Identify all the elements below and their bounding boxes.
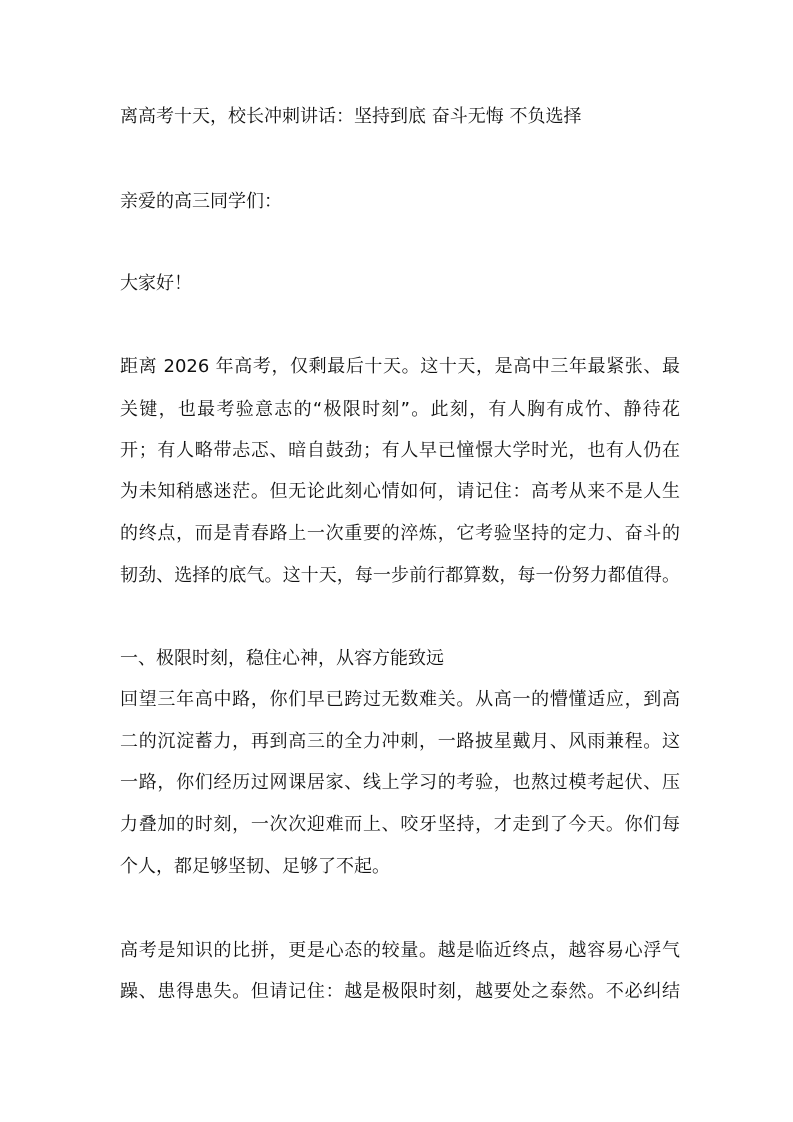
section-heading: 一、极限时刻，稳住心神，从容方能致远: [120, 648, 444, 669]
document-title: 离高考十天，校长冲刺讲话：坚持到底 奋斗无悔 不负选择: [120, 106, 582, 127]
paragraph-line: 高考是知识的比拼，更是心态的较量。越是临近终点，越容易心浮气: [120, 940, 680, 961]
paragraph-line: 个人，都足够坚韧、足够了不起。: [120, 856, 390, 877]
paragraph-line: 二的沉淀蓄力，再到高三的全力冲刺，一路披星戴月、风雨兼程。这: [120, 731, 680, 752]
paragraph-line: 回望三年高中路，你们早已跨过无数难关。从高一的懵懂适应，到高: [120, 689, 680, 710]
salutation: 亲爱的高三同学们：: [120, 191, 282, 212]
paragraph-line: 关键，也最考验意志的“极限时刻”。此刻，有人胸有成竹、静待花: [120, 399, 680, 420]
paragraph-line: 力叠加的时刻，一次次迎难而上、咬牙坚持，才走到了今天。你们每: [120, 814, 680, 835]
paragraph-line: 距离 2026 年高考，仅剩最后十天。这十天，是高中三年最紧张、最: [120, 356, 680, 377]
paragraph-line: 韧劲、选择的底气。这十天，每一步前行都算数，每一份努力都值得。: [120, 565, 680, 586]
paragraph-line: 一路，你们经历过网课居家、线上学习的考验，也熬过模考起伏、压: [120, 772, 680, 793]
paragraph-line: 的终点，而是青春路上一次重要的淬炼，它考验坚持的定力、奋斗的: [120, 523, 680, 544]
paragraph-line: 躁、患得患失。但请记住：越是极限时刻，越要处之泰然。不必纠结: [120, 981, 680, 1002]
paragraph-line: 为未知稍感迷茫。但无论此刻心情如何，请记住：高考从来不是人生: [120, 481, 680, 502]
paragraph-line: 开；有人略带忐忑、暗自鼓劲；有人早已憧憬大学时光，也有人仍在: [120, 440, 680, 461]
greeting: 大家好！: [120, 273, 192, 294]
